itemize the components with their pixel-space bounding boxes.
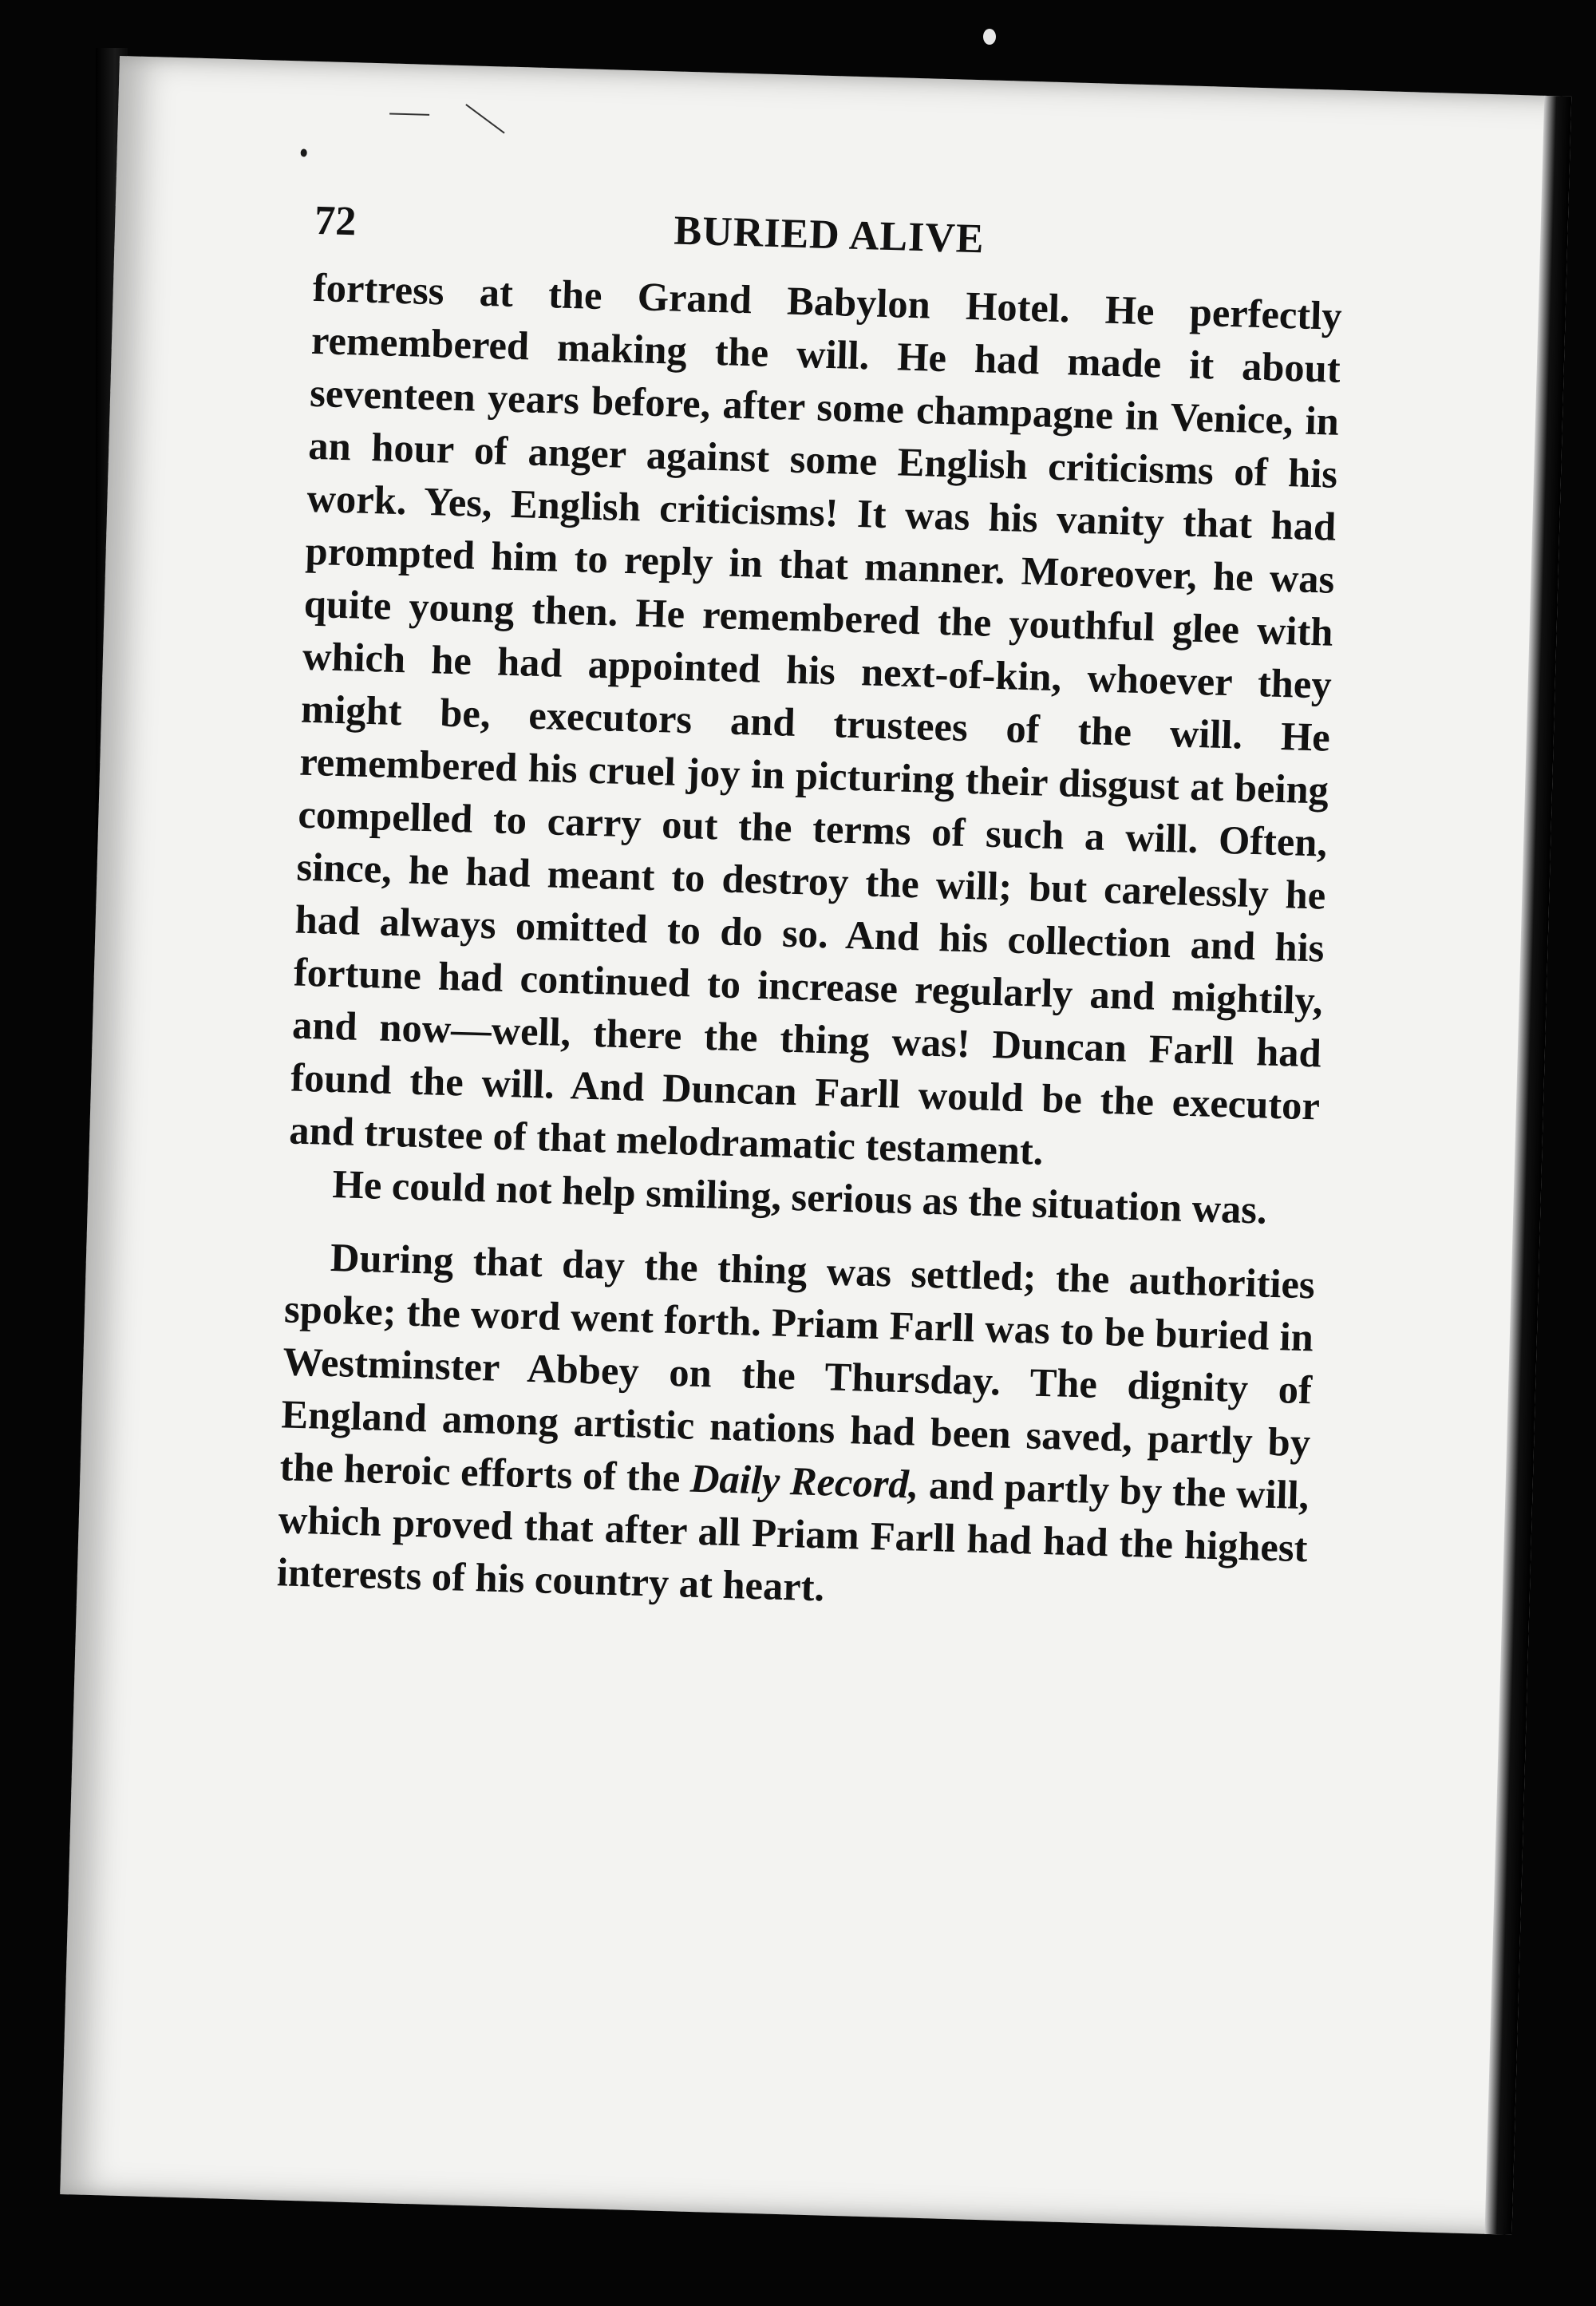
dust-speck — [983, 29, 996, 45]
body-text — [276, 261, 1342, 1627]
paragraph-2: He could not help smiling, serious as the situation was. — [331, 1161, 1268, 1232]
newspaper-title: Daily Record, — [689, 1455, 920, 1507]
paragraph-3-text-end: and partly by the will, which proved that after all Priam Farll had had the highest interests of his country at heart. — [276, 1462, 1310, 1610]
running-title: BURIED ALIVE — [673, 208, 986, 263]
scratch-mark — [389, 113, 429, 115]
paragraph-1: fortress at the Grand Babylon Hotel. He perfectly remembered making the will. He had made it about seventeen years before, after some champagne in Venice, in an hour of anger against some English criticisms of his work. Yes, English criticisms! It was his vanity that had prompted him to reply in that manner. Moreover, he was quite young then. He remembered the youthful glee with which he had appointed his next-of-kin, whoever they might be, executors and trustees of the will. He remembered his cruel joy in picturing their disgust at being compelled to carry out the terms of such a will. Often, since, he had meant to destroy the will; but carelessly he had always omitted to do so. And his collection and his fortune had continued to increase regularly and mightily, and now—well, there the thing was! Duncan Farll had found the will. And Duncan Farll would be the executor and trustee of that melodramatic testament. — [288, 264, 1343, 1173]
page-right-edge — [1484, 96, 1571, 2235]
page-content — [276, 197, 1345, 1627]
paragraph-3-text-start: During that day the thing was settled; the authorities spoke; the word went forth. Priam Farll was to be buried in Westminster Abbey on the Thursday. The dignity of England among artistic nations had been saved, partly by the heroic efforts of the — [279, 1234, 1316, 1501]
page-number: 72 — [314, 197, 358, 245]
paragraph-3 — [276, 1229, 1315, 1627]
dust-speck — [301, 148, 307, 156]
scratch-mark — [465, 104, 504, 133]
book-page — [60, 56, 1571, 2235]
